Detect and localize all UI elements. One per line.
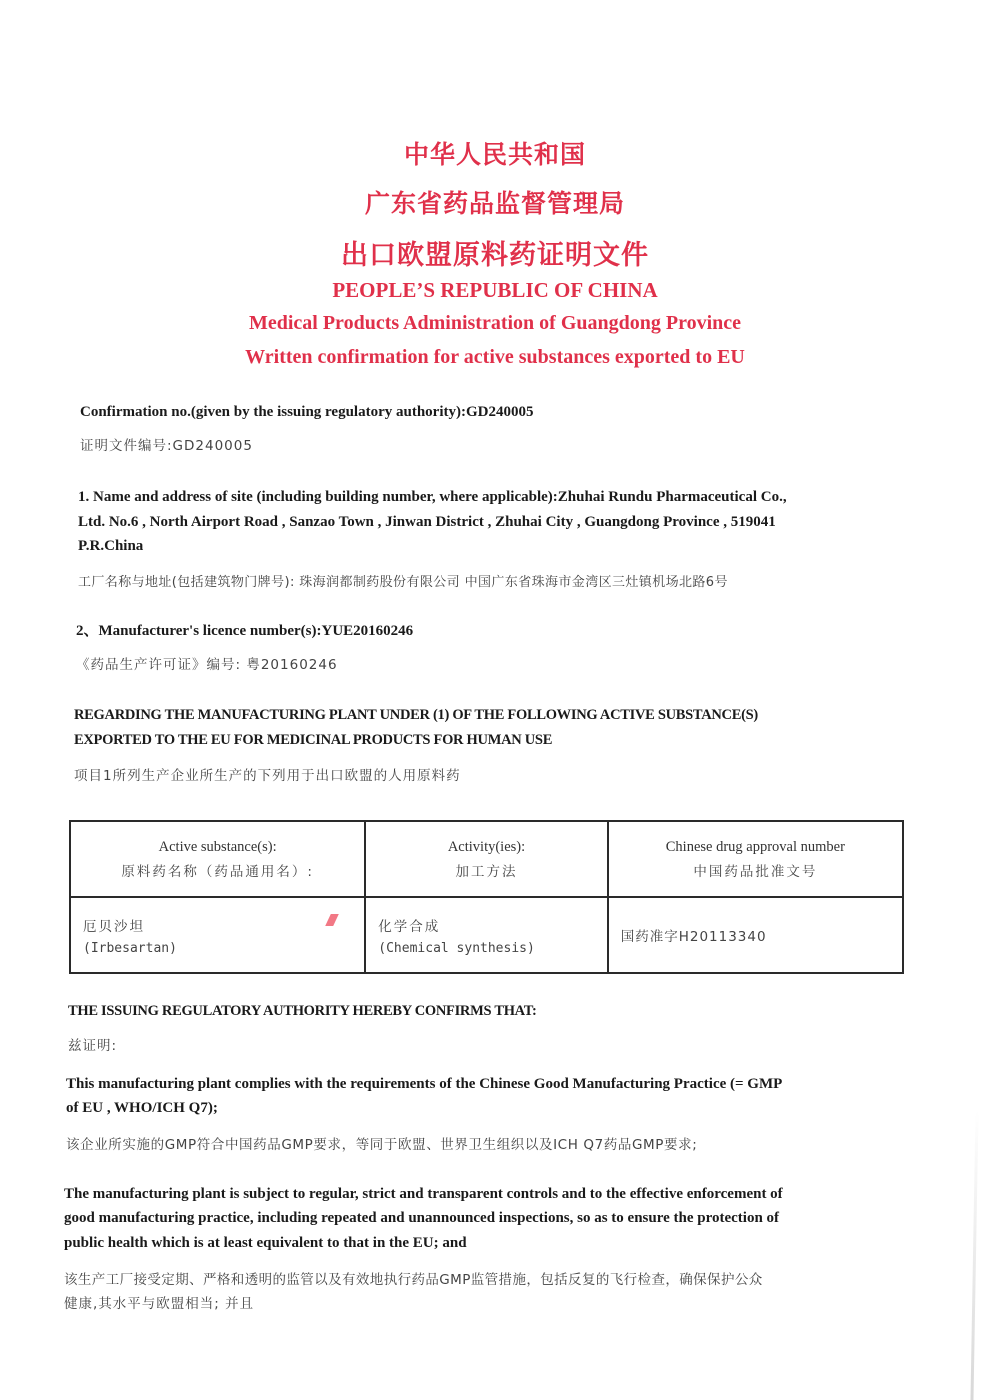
site-address-en-line2: Ltd. No.6 , North Airport Road , Sanzao Town , Jinwan District , Zhuhai City , Guangdong Province , 519041 (78, 514, 776, 530)
gmp-compliance-cn: 该企业所实施的GMP符合中国药品GMP要求，等同于欧盟、世界卫生组织以及ICH Q7药品GMP要求; (66, 1137, 698, 1153)
activity-cn: 化学合成 (378, 918, 441, 935)
header-cn-doc-title: 出口欧盟原料药证明文件 (341, 240, 649, 271)
substance-en: (Irbesartan) (83, 940, 177, 956)
header-active-substance-cn: 原料药名称（药品通用名）: (121, 863, 314, 880)
header-en-country: PEOPLE’S REPUBLIC OF CHINA (332, 278, 658, 302)
controls-cn-line1: 该生产工厂接受定期、严格和透明的监管以及有效地执行药品GMP监管措施，包括反复的飞行检查，确保保护公众 (64, 1272, 763, 1288)
header-active-substance-en: Active substance(s): (158, 838, 277, 855)
controls-en-line2: good manufacturing practice, including repeated and unannounced inspections, so as to ensure the protection of (64, 1210, 780, 1226)
cell-activity (365, 897, 607, 973)
site-address-cn: 工厂名称与地址(包括建筑物门牌号): 珠海润都制药股份有限公司 中国广东省珠海市金湾区三灶镇机场北路6号 (78, 575, 728, 590)
header-approval-number (608, 821, 903, 897)
regarding-en-line1: REGARDING THE MANUFACTURING PLANT UNDER (1) OF THE FOLLOWING ACTIVE SUBSTANCE(S) (74, 707, 758, 723)
gmp-compliance-en-line1: This manufacturing plant complies with the requirements of the Chinese Good Manufacturing Practice (= GMP (66, 1076, 783, 1092)
controls-en-line1: The manufacturing plant is subject to regular, strict and transparent controls and to the effective enforcement of (64, 1186, 783, 1202)
header-activity-en: Activity(ies): (447, 838, 526, 855)
substance-cn: 厄贝沙坦 (83, 918, 145, 935)
regarding-en-line2: EXPORTED TO THE EU FOR MEDICINAL PRODUCTS FOR HUMAN USE (74, 732, 553, 748)
site-address-en-line1: 1. Name and address of site (including building number, where applicable):Zhuhai Rundu Pharmaceutical Co., (78, 489, 787, 505)
header-en-doc-title: Written confirmation for active substances exported to EU (245, 346, 745, 368)
cell-substance (70, 897, 365, 973)
confirms-heading-en: THE ISSUING REGULATORY AUTHORITY HEREBY CONFIRMS THAT: (68, 1003, 537, 1019)
licence-number-en: 2、Manufacturer's licence number(s):YUE20160246 (76, 623, 414, 639)
table-row (70, 897, 903, 973)
gmp-compliance-en-line2: of EU , WHO/ICH Q7); (66, 1100, 218, 1116)
confirmation-number-cn: 证明文件编号:GD240005 (80, 438, 253, 454)
header-active-substance (70, 821, 365, 897)
header-approval-number-en: Chinese drug approval number (665, 838, 845, 855)
page-edge-shadow (970, 1110, 978, 1400)
table-header-row (70, 821, 903, 897)
approval-number: 国药准字H20113340 (620, 929, 767, 945)
header-approval-number-cn: 中国药品批准文号 (693, 863, 818, 880)
controls-en-line3: public health which is at least equivalent to that in the EU; and (64, 1235, 467, 1251)
site-address-en-line3: P.R.China (78, 538, 144, 554)
confirmation-number-en: Confirmation no.(given by the issuing regulatory authority):GD240005 (80, 404, 534, 420)
licence-number-cn: 《药品生产许可证》编号: 粤20160246 (76, 657, 338, 673)
regarding-cn: 项目1所列生产企业所生产的下列用于出口欧盟的人用原料药 (74, 768, 461, 784)
header-activity-cn: 加工方法 (455, 863, 518, 880)
cell-approval-number (608, 897, 903, 973)
confirms-heading-cn: 兹证明: (68, 1038, 118, 1054)
header-cn-authority: 广东省药品监督管理局 (364, 189, 625, 218)
active-substance-table (69, 820, 904, 974)
header-activity (365, 821, 607, 897)
header-cn-country: 中华人民共和国 (403, 140, 586, 169)
header-en-authority: Medical Products Administration of Guangdong Province (248, 312, 742, 334)
activity-en: (Chemical synthesis) (378, 940, 535, 956)
controls-cn-line2: 健康,其水平与欧盟相当; 并且 (64, 1296, 255, 1312)
